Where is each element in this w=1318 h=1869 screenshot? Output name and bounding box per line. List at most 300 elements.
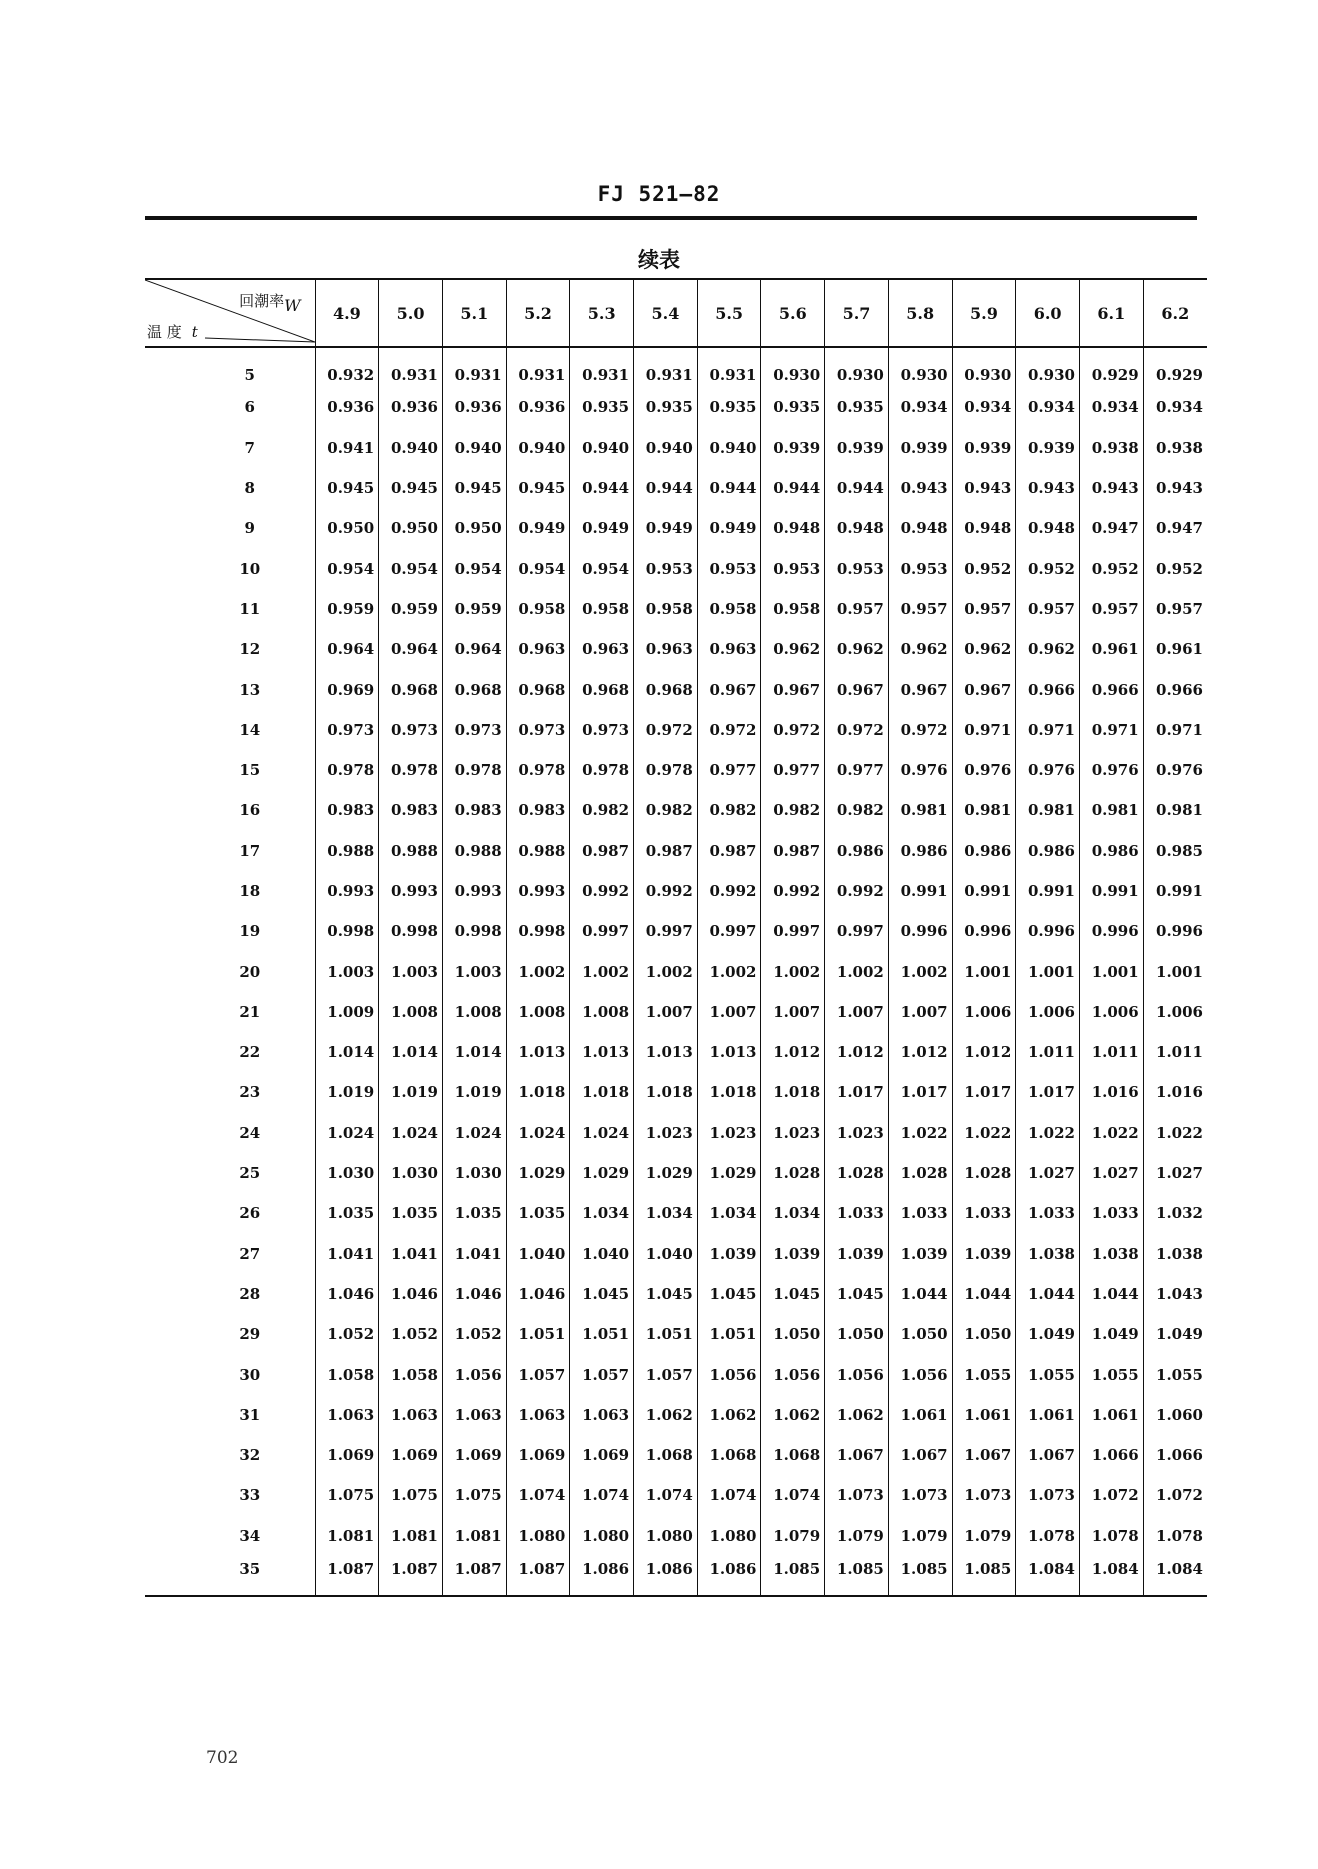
value-cell: 0.976 (1079, 750, 1143, 790)
value-cell: 0.949 (570, 508, 634, 548)
value-cell: 0.988 (506, 831, 570, 871)
value-cell: 1.024 (442, 1113, 506, 1153)
value-cell: 0.983 (315, 790, 379, 830)
table-row (145, 1072, 1207, 1112)
value-cell: 0.962 (952, 629, 1016, 669)
value-cell: 1.041 (315, 1234, 379, 1274)
column-header: 6.0 (1016, 279, 1080, 347)
value-cell: 0.952 (1143, 548, 1207, 588)
table-row (145, 1556, 1207, 1596)
value-cell: 0.993 (442, 871, 506, 911)
value-cell: 0.978 (506, 750, 570, 790)
value-cell: 0.966 (1016, 669, 1080, 709)
value-cell: 1.055 (1016, 1354, 1080, 1394)
temperature-label: 温 度 (147, 323, 182, 341)
value-cell: 0.961 (1143, 629, 1207, 669)
value-cell: 1.023 (697, 1113, 761, 1153)
value-cell: 1.022 (1016, 1113, 1080, 1153)
value-cell: 0.936 (442, 387, 506, 427)
value-cell: 0.959 (442, 589, 506, 629)
value-cell: 0.944 (825, 468, 889, 508)
value-cell: 1.056 (442, 1354, 506, 1394)
moisture-regain-label: 回潮率 (239, 292, 285, 310)
value-cell: 0.931 (442, 347, 506, 387)
value-cell: 1.062 (634, 1395, 698, 1435)
value-cell: 0.952 (952, 548, 1016, 588)
value-cell: 0.938 (1143, 428, 1207, 468)
value-cell: 0.943 (952, 468, 1016, 508)
value-cell: 1.024 (315, 1113, 379, 1153)
value-cell: 1.046 (379, 1274, 443, 1314)
value-cell: 0.996 (1143, 911, 1207, 951)
value-cell: 1.006 (1079, 992, 1143, 1032)
value-cell: 0.935 (825, 387, 889, 427)
value-cell: 0.977 (761, 750, 825, 790)
value-cell: 0.940 (570, 428, 634, 468)
value-cell: 0.997 (570, 911, 634, 951)
value-cell: 0.939 (888, 428, 952, 468)
value-cell: 0.978 (379, 750, 443, 790)
value-cell: 1.023 (761, 1113, 825, 1153)
value-cell: 1.079 (825, 1516, 889, 1556)
value-cell: 1.033 (952, 1193, 1016, 1233)
moisture-regain-symbol: W (284, 296, 301, 315)
value-cell: 0.981 (1016, 790, 1080, 830)
value-cell: 1.045 (825, 1274, 889, 1314)
header-row (145, 279, 1207, 347)
temperature-cell: 28 (239, 1284, 261, 1303)
value-cell: 1.018 (570, 1072, 634, 1112)
value-cell: 1.016 (1143, 1072, 1207, 1112)
value-cell: 1.044 (888, 1274, 952, 1314)
table-row (145, 1032, 1207, 1072)
value-cell: 0.940 (442, 428, 506, 468)
value-cell: 1.034 (761, 1193, 825, 1233)
value-cell: 0.981 (888, 790, 952, 830)
value-cell: 0.935 (570, 387, 634, 427)
value-cell: 0.957 (1016, 589, 1080, 629)
value-cell: 1.086 (570, 1556, 634, 1596)
value-cell: 1.040 (506, 1234, 570, 1274)
value-cell: 0.966 (1079, 669, 1143, 709)
value-cell: 1.003 (315, 951, 379, 991)
column-header: 5.2 (506, 279, 570, 347)
value-cell: 1.049 (1143, 1314, 1207, 1354)
value-cell: 0.948 (1016, 508, 1080, 548)
value-cell: 0.950 (379, 508, 443, 548)
value-cell: 0.931 (570, 347, 634, 387)
table-row (145, 1314, 1207, 1354)
value-cell: 0.966 (1143, 669, 1207, 709)
value-cell: 0.936 (315, 387, 379, 427)
value-cell: 0.961 (1079, 629, 1143, 669)
value-cell: 1.028 (825, 1153, 889, 1193)
value-cell: 1.085 (888, 1556, 952, 1596)
value-cell: 1.011 (1079, 1032, 1143, 1072)
value-cell: 1.041 (379, 1234, 443, 1274)
table-row (145, 1475, 1207, 1515)
value-cell: 0.992 (634, 871, 698, 911)
value-cell: 0.976 (888, 750, 952, 790)
value-cell: 1.002 (634, 951, 698, 991)
value-cell: 1.027 (1016, 1153, 1080, 1193)
value-cell: 0.983 (506, 790, 570, 830)
value-cell: 1.069 (379, 1435, 443, 1475)
value-cell: 1.061 (952, 1395, 1016, 1435)
value-cell: 1.008 (379, 992, 443, 1032)
value-cell: 0.944 (761, 468, 825, 508)
value-cell: 0.954 (506, 548, 570, 588)
value-cell: 0.959 (379, 589, 443, 629)
value-cell: 1.007 (825, 992, 889, 1032)
value-cell: 0.997 (761, 911, 825, 951)
value-cell: 1.067 (825, 1435, 889, 1475)
value-cell: 1.058 (379, 1354, 443, 1394)
value-cell: 0.985 (1143, 831, 1207, 871)
value-cell: 0.978 (442, 750, 506, 790)
temperature-cell: 14 (239, 720, 261, 739)
value-cell: 0.935 (634, 387, 698, 427)
temperature-cell: 29 (239, 1325, 261, 1344)
value-cell: 0.944 (570, 468, 634, 508)
value-cell: 0.981 (1143, 790, 1207, 830)
temperature-cell: 32 (239, 1446, 261, 1465)
value-cell: 0.940 (634, 428, 698, 468)
value-cell: 0.953 (888, 548, 952, 588)
value-cell: 0.971 (1016, 710, 1080, 750)
column-header: 5.1 (442, 279, 506, 347)
value-cell: 1.080 (506, 1516, 570, 1556)
temperature-cell: 18 (239, 882, 261, 900)
table-row (145, 468, 1207, 508)
value-cell: 1.022 (1079, 1113, 1143, 1153)
value-cell: 0.953 (634, 548, 698, 588)
column-header: 5.9 (952, 279, 1016, 347)
value-cell: 0.972 (825, 710, 889, 750)
value-cell: 0.996 (952, 911, 1016, 951)
value-cell: 0.959 (315, 589, 379, 629)
value-cell: 1.033 (888, 1193, 952, 1233)
value-cell: 1.019 (315, 1072, 379, 1112)
value-cell: 0.986 (825, 831, 889, 871)
temperature-cell: 24 (239, 1123, 261, 1142)
value-cell: 1.062 (825, 1395, 889, 1435)
value-cell: 0.972 (888, 710, 952, 750)
column-header: 5.3 (570, 279, 634, 347)
value-cell: 1.013 (570, 1032, 634, 1072)
value-cell: 0.971 (1079, 710, 1143, 750)
value-cell: 1.018 (697, 1072, 761, 1112)
value-cell: 0.930 (952, 347, 1016, 387)
value-cell: 1.035 (506, 1193, 570, 1233)
value-cell: 1.013 (697, 1032, 761, 1072)
value-cell: 1.049 (1079, 1314, 1143, 1354)
value-cell: 0.957 (825, 589, 889, 629)
value-cell: 1.074 (697, 1475, 761, 1515)
value-cell: 0.953 (697, 548, 761, 588)
value-cell: 1.002 (888, 951, 952, 991)
value-cell: 0.932 (315, 347, 379, 387)
value-cell: 1.045 (697, 1274, 761, 1314)
table-row (145, 1354, 1207, 1394)
value-cell: 0.972 (634, 710, 698, 750)
value-cell: 1.029 (697, 1153, 761, 1193)
value-cell: 0.992 (697, 871, 761, 911)
value-cell: 0.947 (1079, 508, 1143, 548)
value-cell: 1.014 (379, 1032, 443, 1072)
value-cell: 1.072 (1079, 1475, 1143, 1515)
table-row (145, 669, 1207, 709)
value-cell: 0.971 (952, 710, 1016, 750)
value-cell: 1.045 (570, 1274, 634, 1314)
table-row (145, 1516, 1207, 1556)
value-cell: 1.024 (379, 1113, 443, 1153)
value-cell: 0.934 (1016, 387, 1080, 427)
value-cell: 1.001 (1143, 951, 1207, 991)
value-cell: 0.997 (634, 911, 698, 951)
value-cell: 0.957 (952, 589, 1016, 629)
value-cell: 1.069 (442, 1435, 506, 1475)
table-row (145, 347, 1207, 387)
value-cell: 1.040 (570, 1234, 634, 1274)
value-cell: 0.973 (442, 710, 506, 750)
value-cell: 0.943 (1016, 468, 1080, 508)
value-cell: 1.029 (506, 1153, 570, 1193)
value-cell: 0.934 (1143, 387, 1207, 427)
value-cell: 0.958 (697, 589, 761, 629)
value-cell: 0.940 (697, 428, 761, 468)
value-cell: 0.934 (1079, 387, 1143, 427)
value-cell: 1.041 (442, 1234, 506, 1274)
column-header: 5.8 (888, 279, 952, 347)
value-cell: 1.084 (1079, 1556, 1143, 1596)
value-cell: 0.972 (761, 710, 825, 750)
table-row (145, 1435, 1207, 1475)
value-cell: 0.952 (1016, 548, 1080, 588)
value-cell: 1.087 (379, 1556, 443, 1596)
value-cell: 1.030 (379, 1153, 443, 1193)
value-cell: 1.074 (761, 1475, 825, 1515)
value-cell: 0.963 (634, 629, 698, 669)
value-cell: 0.997 (825, 911, 889, 951)
value-cell: 0.996 (1016, 911, 1080, 951)
value-cell: 0.958 (634, 589, 698, 629)
value-cell: 1.023 (825, 1113, 889, 1153)
value-cell: 1.055 (1143, 1354, 1207, 1394)
value-cell: 1.086 (634, 1556, 698, 1596)
moisture-temperature-table (145, 278, 1207, 1597)
temperature-cell: 22 (239, 1043, 261, 1062)
value-cell: 1.073 (888, 1475, 952, 1515)
value-cell: 0.949 (634, 508, 698, 548)
value-cell: 1.066 (1143, 1435, 1207, 1475)
value-cell: 1.043 (1143, 1274, 1207, 1314)
value-cell: 0.953 (761, 548, 825, 588)
value-cell: 1.018 (506, 1072, 570, 1112)
value-cell: 0.950 (315, 508, 379, 548)
value-cell: 1.006 (1016, 992, 1080, 1032)
value-cell: 1.079 (888, 1516, 952, 1556)
value-cell: 1.068 (634, 1435, 698, 1475)
value-cell: 0.973 (570, 710, 634, 750)
value-cell: 0.968 (442, 669, 506, 709)
value-cell: 0.943 (1079, 468, 1143, 508)
temperature-cell: 21 (239, 1002, 261, 1021)
value-cell: 1.079 (952, 1516, 1016, 1556)
temperature-cell: 35 (239, 1559, 261, 1578)
value-cell: 0.972 (697, 710, 761, 750)
value-cell: 0.938 (1079, 428, 1143, 468)
value-cell: 0.931 (634, 347, 698, 387)
value-cell: 1.074 (570, 1475, 634, 1515)
value-cell: 1.034 (570, 1193, 634, 1233)
value-cell: 0.982 (825, 790, 889, 830)
value-cell: 1.075 (379, 1475, 443, 1515)
value-cell: 0.987 (634, 831, 698, 871)
value-cell: 1.014 (315, 1032, 379, 1072)
value-cell: 0.936 (506, 387, 570, 427)
value-cell: 0.993 (315, 871, 379, 911)
temperature-cell: 23 (239, 1083, 261, 1102)
value-cell: 1.027 (1143, 1153, 1207, 1193)
value-cell: 1.049 (1016, 1314, 1080, 1354)
value-cell: 1.007 (634, 992, 698, 1032)
value-cell: 1.014 (442, 1032, 506, 1072)
value-cell: 0.998 (379, 911, 443, 951)
value-cell: 0.939 (952, 428, 1016, 468)
value-cell: 1.081 (315, 1516, 379, 1556)
table-row (145, 831, 1207, 871)
table-row (145, 1153, 1207, 1193)
value-cell: 0.969 (315, 669, 379, 709)
value-cell: 0.991 (1079, 871, 1143, 911)
value-cell: 0.939 (825, 428, 889, 468)
value-cell: 0.953 (825, 548, 889, 588)
temperature-cell: 26 (239, 1204, 261, 1223)
temperature-cell: 5 (244, 365, 255, 384)
value-cell: 1.022 (1143, 1113, 1207, 1153)
temperature-cell: 11 (239, 599, 261, 618)
value-cell: 1.068 (697, 1435, 761, 1475)
value-cell: 1.075 (442, 1475, 506, 1515)
value-cell: 1.028 (952, 1153, 1016, 1193)
value-cell: 0.963 (570, 629, 634, 669)
value-cell: 0.998 (442, 911, 506, 951)
value-cell: 1.063 (315, 1395, 379, 1435)
value-cell: 0.949 (697, 508, 761, 548)
value-cell: 1.067 (1016, 1435, 1080, 1475)
value-cell: 1.057 (506, 1354, 570, 1394)
value-cell: 0.973 (379, 710, 443, 750)
value-cell: 1.085 (825, 1556, 889, 1596)
value-cell: 1.008 (506, 992, 570, 1032)
value-cell: 1.032 (1143, 1193, 1207, 1233)
value-cell: 0.962 (825, 629, 889, 669)
temperature-cell: 33 (239, 1486, 261, 1505)
value-cell: 0.952 (1079, 548, 1143, 588)
value-cell: 0.978 (570, 750, 634, 790)
temperature-cell: 34 (239, 1526, 261, 1545)
value-cell: 0.940 (379, 428, 443, 468)
value-cell: 0.986 (952, 831, 1016, 871)
value-cell: 1.002 (506, 951, 570, 991)
value-cell: 0.967 (761, 669, 825, 709)
value-cell: 1.046 (506, 1274, 570, 1314)
corner-top-label (239, 290, 301, 315)
value-cell: 0.935 (697, 387, 761, 427)
value-cell: 0.991 (1016, 871, 1080, 911)
value-cell: 0.982 (570, 790, 634, 830)
value-cell: 1.078 (1143, 1516, 1207, 1556)
value-cell: 0.948 (825, 508, 889, 548)
value-cell: 0.948 (761, 508, 825, 548)
value-cell: 0.992 (761, 871, 825, 911)
column-header: 5.7 (825, 279, 889, 347)
value-cell: 1.017 (888, 1072, 952, 1112)
value-cell: 1.085 (761, 1556, 825, 1596)
value-cell: 1.030 (315, 1153, 379, 1193)
value-cell: 1.061 (888, 1395, 952, 1435)
value-cell: 0.944 (697, 468, 761, 508)
value-cell: 1.084 (1143, 1556, 1207, 1596)
value-cell: 1.063 (570, 1395, 634, 1435)
table-row (145, 508, 1207, 548)
value-cell: 1.008 (570, 992, 634, 1032)
table-row (145, 1395, 1207, 1435)
table-title: 续表 (638, 248, 680, 272)
table-row (145, 548, 1207, 588)
table-row (145, 710, 1207, 750)
value-cell: 1.051 (634, 1314, 698, 1354)
value-cell: 1.018 (634, 1072, 698, 1112)
value-cell: 0.992 (570, 871, 634, 911)
value-cell: 1.006 (1143, 992, 1207, 1032)
page-number: 702 (206, 1748, 239, 1768)
value-cell: 1.057 (570, 1354, 634, 1394)
bottom-rule (145, 1596, 1207, 1597)
value-cell: 0.929 (1079, 347, 1143, 387)
value-cell: 1.039 (888, 1234, 952, 1274)
value-cell: 1.001 (952, 951, 1016, 991)
value-cell: 1.033 (1016, 1193, 1080, 1233)
value-cell: 1.009 (315, 992, 379, 1032)
table-body (145, 347, 1207, 1596)
value-cell: 0.968 (379, 669, 443, 709)
value-cell: 0.991 (888, 871, 952, 911)
value-cell: 0.987 (697, 831, 761, 871)
value-cell: 1.080 (697, 1516, 761, 1556)
value-cell: 0.930 (888, 347, 952, 387)
value-cell: 1.011 (1143, 1032, 1207, 1072)
value-cell: 0.983 (379, 790, 443, 830)
value-cell: 1.073 (825, 1475, 889, 1515)
value-cell: 0.986 (1079, 831, 1143, 871)
value-cell: 1.027 (1079, 1153, 1143, 1193)
value-cell: 1.068 (761, 1435, 825, 1475)
table-row (145, 911, 1207, 951)
table-row (145, 750, 1207, 790)
value-cell: 1.018 (761, 1072, 825, 1112)
value-cell: 1.006 (952, 992, 1016, 1032)
value-cell: 1.074 (634, 1475, 698, 1515)
value-cell: 1.072 (1143, 1475, 1207, 1515)
value-cell: 1.052 (379, 1314, 443, 1354)
value-cell: 1.061 (1016, 1395, 1080, 1435)
value-cell: 0.978 (315, 750, 379, 790)
value-cell: 1.051 (570, 1314, 634, 1354)
value-cell: 0.939 (761, 428, 825, 468)
value-cell: 1.024 (570, 1113, 634, 1153)
